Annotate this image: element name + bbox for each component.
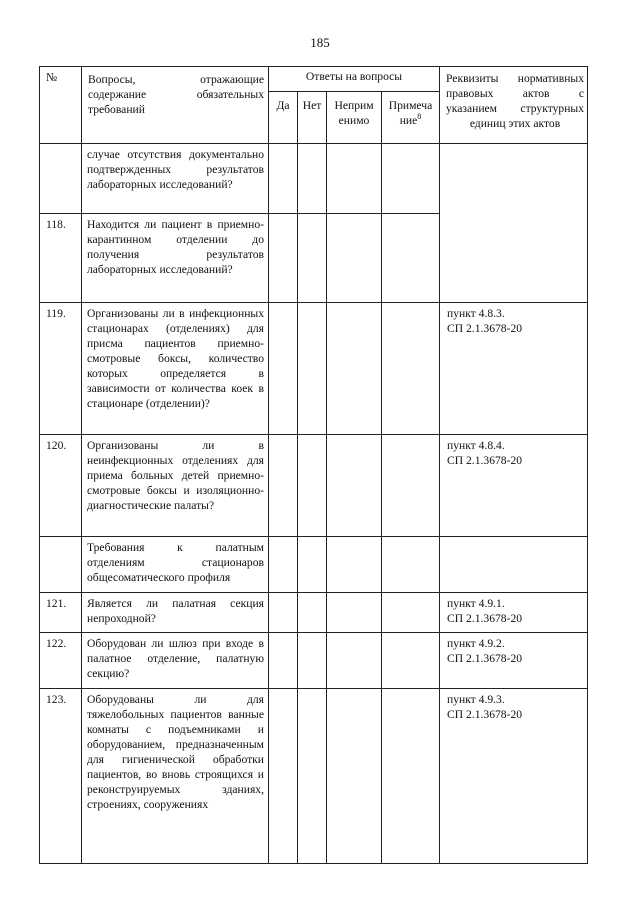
- header-requisites-line-2: [446, 86, 584, 101]
- row-number: 123.: [40, 689, 82, 864]
- table-row: [40, 303, 588, 435]
- header-note-footnote: 8: [417, 112, 422, 122]
- hq2a: содержание: [88, 88, 147, 101]
- header-questions-line-2: [88, 87, 264, 102]
- header-answers: Ответы на вопросы: [269, 67, 440, 92]
- hr2a: правовых: [446, 87, 494, 100]
- row-question: Оборудован ли шлюз при входе в палатное отделение, палатную секцию?: [82, 633, 269, 689]
- header-questions: [82, 67, 269, 144]
- hr2b: актов: [522, 87, 550, 100]
- header-note-word: ние: [399, 114, 418, 127]
- row-number: 118.: [40, 214, 82, 303]
- header-yes: Да: [269, 92, 298, 144]
- page-number: 185: [310, 35, 330, 50]
- header-num: №: [40, 67, 82, 144]
- header-na-line-1: Неприм: [334, 99, 374, 112]
- hr1b: нормативных: [517, 72, 584, 85]
- answer-note-cell: [382, 537, 440, 593]
- answer-no-cell[interactable]: [298, 593, 327, 633]
- row-question: Является ли палатная секция непроходной?: [82, 593, 269, 633]
- header-not-applicable: [327, 92, 382, 144]
- row-question: Организованы ли в неинфекционных отделениях для приема больных детей приемно-смотровые боксы и изоляционно-диагностические палаты?: [82, 435, 269, 537]
- answer-yes-cell[interactable]: [269, 435, 298, 537]
- header-requisites-line-1: [446, 71, 584, 86]
- hr1a: Реквизиты: [446, 72, 499, 85]
- answer-note-cell[interactable]: [382, 303, 440, 435]
- header-note-line-1: Примеча: [388, 99, 433, 112]
- table-row: [40, 689, 588, 864]
- answer-no-cell[interactable]: [298, 303, 327, 435]
- answer-no-cell[interactable]: [298, 689, 327, 864]
- answer-note-cell[interactable]: [382, 689, 440, 864]
- answer-na-cell[interactable]: [327, 214, 382, 303]
- answer-note-cell[interactable]: [382, 633, 440, 689]
- row-requisites: [440, 144, 588, 303]
- hq2b: обязательных: [196, 88, 264, 101]
- table-row-section: [40, 537, 588, 593]
- requisite-clause: пункт 4.9.2.: [447, 637, 505, 650]
- header-na-line-2: енимо: [338, 114, 370, 127]
- header-note-line-2: [382, 113, 439, 128]
- row-requisites: [440, 633, 588, 689]
- requirements-table: [39, 66, 588, 864]
- header-questions-line-3: требований: [88, 103, 145, 116]
- requisite-clause: пункт 4.9.3.: [447, 693, 505, 706]
- section-heading: Требования к палатным отделениям стационаров общесоматического профиля: [82, 537, 269, 593]
- row-requisites: [440, 303, 588, 435]
- answer-yes-cell[interactable]: [269, 633, 298, 689]
- row-requisites: [440, 537, 588, 593]
- table-row: [40, 435, 588, 537]
- row-number: 119.: [40, 303, 82, 435]
- header-questions-line-1: [88, 72, 264, 87]
- row-number: [40, 144, 82, 214]
- requisite-act: СП 2.1.3678-20: [447, 322, 523, 335]
- row-number: 122.: [40, 633, 82, 689]
- requisite-act: СП 2.1.3678-20: [447, 612, 523, 625]
- table-row: [40, 593, 588, 633]
- requisite-act: СП 2.1.3678-20: [447, 652, 523, 665]
- answer-yes-cell[interactable]: [269, 303, 298, 435]
- answer-no-cell[interactable]: [298, 214, 327, 303]
- answer-na-cell: [327, 537, 382, 593]
- answer-note-cell[interactable]: [382, 435, 440, 537]
- row-question: Организованы ли в инфекционных стационарах (отделениях) для присма пациентов приемно-смотровые боксы, количество которых определяется в зависимости от количества коек в стационаре (отделении)?: [82, 303, 269, 435]
- row-question: случае отсутствия документально подтвержденных результатов лабораторных исследований?: [82, 144, 269, 214]
- answer-note-cell[interactable]: [382, 593, 440, 633]
- hq1b: отражающие: [200, 73, 264, 86]
- requisite-clause: пункт 4.8.4.: [447, 439, 505, 452]
- answer-yes-cell[interactable]: [269, 689, 298, 864]
- hr3a: указанием: [446, 102, 498, 115]
- row-question: Находится ли пациент в приемно-карантинном отделении до получения результатов лабораторных исследований?: [82, 214, 269, 303]
- hr3b: структурных: [520, 102, 584, 115]
- row-requisites: [440, 593, 588, 633]
- requisite-clause: пункт 4.8.3.: [447, 307, 505, 320]
- answer-na-cell[interactable]: [327, 303, 382, 435]
- requisite-act: СП 2.1.3678-20: [447, 708, 523, 721]
- row-requisites: [440, 689, 588, 864]
- header-requisites-line-3: [446, 101, 584, 116]
- answer-yes-cell[interactable]: [269, 593, 298, 633]
- header-requisites-line-4: единиц этих актов: [469, 117, 561, 130]
- requisite-act: СП 2.1.3678-20: [447, 454, 523, 467]
- row-number: 121.: [40, 593, 82, 633]
- row-requisites: [440, 435, 588, 537]
- row-number: 120.: [40, 435, 82, 537]
- answer-na-cell[interactable]: [327, 435, 382, 537]
- table-row: [40, 144, 588, 214]
- answer-yes-cell[interactable]: [269, 214, 298, 303]
- answer-no-cell[interactable]: [298, 633, 327, 689]
- answer-yes-cell: [269, 537, 298, 593]
- answer-note-cell[interactable]: [382, 144, 440, 214]
- answer-na-cell[interactable]: [327, 689, 382, 864]
- answer-na-cell[interactable]: [327, 144, 382, 214]
- answer-na-cell[interactable]: [327, 633, 382, 689]
- answer-note-cell[interactable]: [382, 214, 440, 303]
- answer-no-cell: [298, 537, 327, 593]
- table-row: [40, 633, 588, 689]
- header-requisites: [440, 67, 588, 144]
- row-number: [40, 537, 82, 593]
- answer-yes-cell[interactable]: [269, 144, 298, 214]
- header-no: Нет: [298, 92, 327, 144]
- answer-na-cell[interactable]: [327, 593, 382, 633]
- header-note: [382, 92, 440, 144]
- row-question: Оборудованы ли для тяжелобольных пациентов ванные комнаты с подъемниками и оборудованием, предназначенным для гигиенической обработки пациентов, во вновь строящихся и реконструируемых зданиях, строениях, сооружениях: [82, 689, 269, 864]
- answer-no-cell[interactable]: [298, 435, 327, 537]
- answer-no-cell[interactable]: [298, 144, 327, 214]
- hq1a: Вопросы,: [88, 73, 136, 86]
- hr2c: с: [578, 87, 584, 100]
- requisite-clause: пункт 4.9.1.: [447, 597, 505, 610]
